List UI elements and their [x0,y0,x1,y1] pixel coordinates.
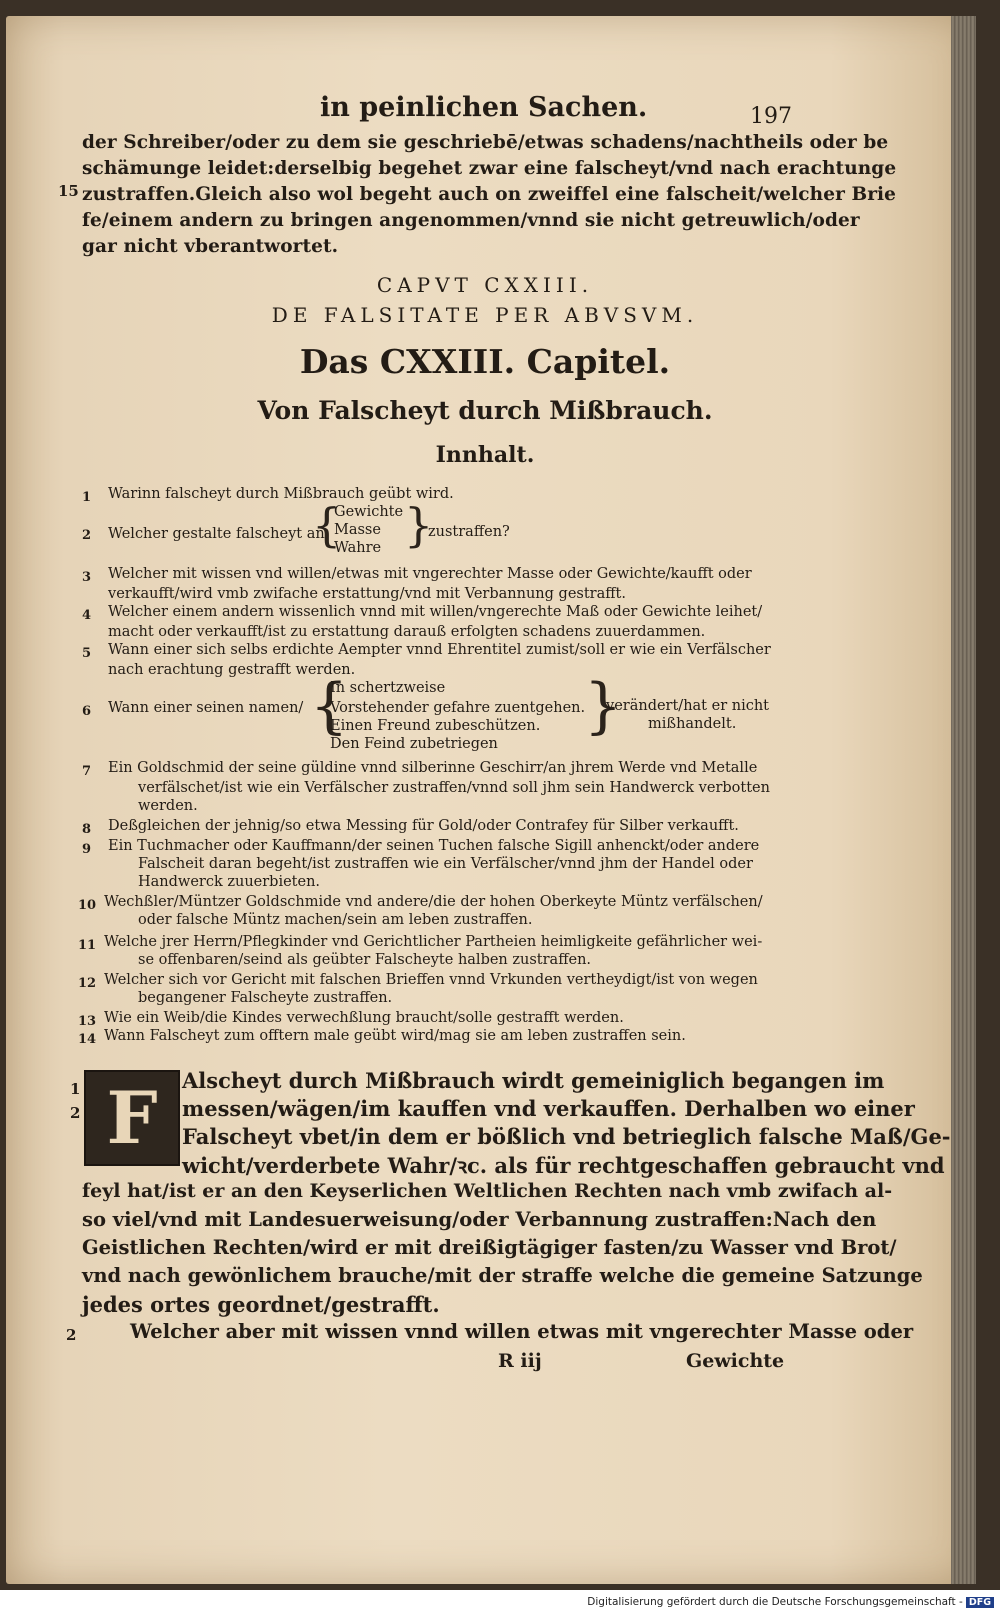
toc-entry: Welcher einem andern wissenlich vnnd mit willen/vngerechte Maß oder Gewichte leihet/ [108,604,763,620]
margin-number: 2 [70,1104,81,1122]
toc-number: 4 [82,608,92,623]
toc-entry: Ein Tuchmacher oder Kauffmann/der seinen Tuchen falsche Sigill anhenckt/oder andere [108,838,760,854]
toc-subitem: Vorstehender gefahre zuentgehen. [330,700,586,716]
toc-subitem: Einen Freund zubeschützen. [330,718,541,734]
body-line: messen/wägen/im kauffen vnd verkauffen. Derhalben wo einer [182,1096,915,1121]
margin-number: 1 [70,1080,81,1098]
body-line: Welcher aber mit wissen vnnd willen etwas mit vngerechter Masse oder [130,1320,914,1343]
toc-entry: mißhandelt. [648,716,737,732]
toc-subitem: Wahre [334,540,382,556]
toc-entry: verkaufft/wird vmb zwifache erstattung/vnd mit Verbannung gestrafft. [108,586,626,602]
toc-entry: macht oder verkaufft/ist zu erstattung darauß erfolgten schadens zuuerdammen. [108,624,706,640]
toc-entry: begangener Falscheyte zustraffen. [138,990,393,1006]
toc-number: 10 [78,898,97,913]
toc-entry: Wann Falscheyt zum offtern male geübt wird/mag sie am leben zustraffen sein. [104,1028,686,1044]
toc-entry: verfälschet/ist wie ein Verfälscher zustraffen/vnnd soll jhm sein Handwerck verbotten [138,780,770,796]
toc-entry: Wann einer sich selbs erdichte Aempter vnnd Ehrentitel zumist/soll er wie ein Verfälscher [108,642,771,658]
toc-subitem: In schertzweise [330,680,446,696]
running-head: in peinlichen Sachen. [320,92,648,123]
toc-number: 11 [78,938,97,953]
toc-entry: oder falsche Müntz machen/sein am leben zustraffen. [138,912,533,928]
body-line: so viel/vnd mit Landesuerweisung/oder Verbannung zustraffen:Nach den [82,1208,877,1231]
body-line: Falscheyt vbet/in dem er bößlich vnd betrieglich falsche Maß/Ge- [182,1124,951,1149]
toc-subitem: Den Feind zubetriegen [330,736,498,752]
toc-entry: Warinn falscheyt durch Mißbrauch geübt wird. [108,486,454,502]
body-line: Alscheyt durch Mißbrauch wirdt gemeiniglich begangen im [182,1068,885,1093]
toc-entry: zustraffen? [428,524,510,540]
margin-number: 2 [66,1326,77,1344]
text-line: zustraffen.Gleich also wol begeht auch on zweiffel eine falscheit/welcher Brie [82,184,897,205]
toc-entry: werden. [138,798,198,814]
brace: } [584,671,623,741]
toc-entry: Handwerck zuuerbieten. [138,874,321,890]
toc-entry: Ein Goldschmid der seine güldine vnnd silberinne Geschirr/an jhrem Werde vnd Metalle [108,760,758,776]
chapter-heading: Das CXXIII. Capitel. [299,342,671,381]
toc-number: 6 [82,704,92,719]
margin-number: 15 [58,182,79,200]
body-line: jedes ortes geordnet/gestrafft. [82,1292,440,1317]
brace: { [312,498,342,552]
toc-entry: nach erachtung gestrafft werden. [108,662,356,678]
toc-number: 9 [82,842,92,857]
inhalt-label: Innhalt. [435,442,535,468]
text-line: der Schreiber/oder zu dem sie geschriebē/etwas schadens/nachtheils oder be [82,132,889,153]
toc-subitem: Masse [334,522,381,538]
toc-entry: se offenbaren/seind als geübter Falscheyte halben zustraffen. [138,952,592,968]
toc-entry: Wechßler/Müntzer Goldschmide vnd andere/die der hohen Oberkeyte Müntz verfälschen/ [104,894,763,910]
toc-entry: Deßgleichen der jehnig/so etwa Messing für Gold/oder Contrafey für Silber verkaufft. [108,818,739,834]
footer-text: Digitalisierung gefördert durch die Deutsche Forschungsgemeinschaft - [587,1596,963,1608]
toc-number: 14 [78,1032,97,1047]
page-edge [951,16,976,1584]
toc-entry: Welcher gestalte falscheyt an [108,526,325,542]
toc-entry: Wann einer seinen namen/ [108,700,304,716]
catchword: Gewichte [686,1350,785,1372]
body-line: feyl hat/ist er an den Keyserlichen Weltlichen Rechten nach vmb zwifach al- [82,1180,893,1202]
toc-entry: Welcher sich vor Gericht mit falschen Brieffen vnnd Vrkunden verthеydigt/ist von wegen [104,972,758,988]
page-number: 197 [750,104,792,129]
signature-mark: R iij [498,1350,542,1372]
brace: } [404,498,434,552]
toc-number: 8 [82,822,92,837]
toc-number: 7 [82,764,92,779]
body-line: Geistlichen Rechten/wird er mit dreißigtägiger fasten/zu Wasser vnd Brot/ [82,1236,897,1259]
toc-number: 2 [82,528,92,543]
decorated-initial: F [84,1070,180,1166]
body-line: wicht/verderbete Wahr/ꝛc. als für rechtgeschaffen gebraucht vnd [182,1153,945,1178]
chapter-subtitle: Von Falscheyt durch Mißbrauch. [257,396,713,425]
text-line: fe/einem andern zu bringen angenommen/vnnd sie nicht getreuwlich/oder [82,210,860,231]
toc-number: 1 [82,490,92,505]
dfg-logo: DFG [966,1597,994,1608]
toc-entry: Welche jrer Herrn/Pflegkinder vnd Gerichtlicher Partheien heimligkeite gefährlicher wei- [104,934,763,950]
toc-entry: Welcher mit wissen vnd willen/etwas mit vngerechter Masse oder Gewichte/kaufft oder [108,566,752,582]
toc-entry: Falscheit daran begeht/ist zustraffen wie ein Verfälscher/vnnd jhm der Handel oder [138,856,753,872]
toc-number: 13 [78,1014,97,1029]
toc-number: 5 [82,646,92,661]
toc-subitem: Gewichte [334,504,404,520]
toc-entry: verändert/hat er nicht [606,698,769,714]
text-line: gar nicht vberantwortet. [82,236,339,257]
body-line: vnd nach gewönlichem brauche/mit der straffe welche die gemeine Satzunge [82,1264,923,1287]
text-line: schämunge leidet:derselbig begehet zwar eine falscheyt/vnd nach erachtunge [82,158,897,179]
footer-credit [587,1596,994,1608]
toc-number: 3 [82,570,92,585]
caput-title: DE FALSITATE PER ABVSVM. [271,303,699,327]
toc-entry: Wie ein Weib/die Kindes verwechßlung braucht/solle gestrafft werden. [104,1010,624,1026]
brace: { [310,671,349,741]
toc-number: 12 [78,976,97,991]
caput-label: CAPVT CXXIII. [376,273,594,297]
